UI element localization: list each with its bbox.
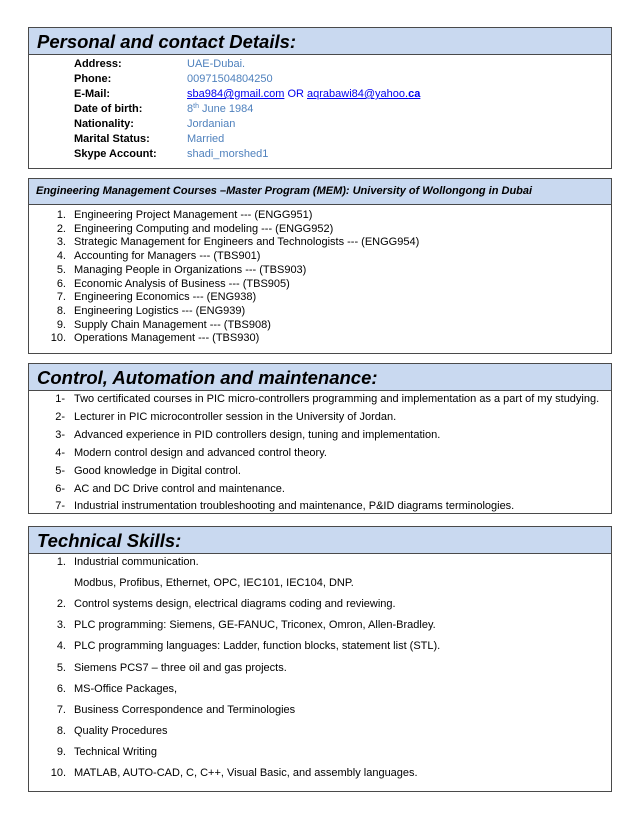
skill-item-text: Control systems design, electrical diagrams coding and reviewing. <box>74 598 396 611</box>
course-item-text: Engineering Logistics --- (ENG939) <box>74 304 246 317</box>
email-secondary-tld: ca <box>408 88 421 100</box>
skill-item-number: 10. <box>50 767 66 779</box>
skill-item-number: 8. <box>56 724 66 737</box>
skill-item-text: Quality Procedures <box>74 724 168 737</box>
skill-item-number: 1. <box>56 556 66 568</box>
skill-item-text: MS-Office Packages, <box>74 682 178 695</box>
control-item-text: Modern control design and advanced control theory. <box>74 446 327 459</box>
skills-section <box>28 526 612 792</box>
course-item-number: 9. <box>56 318 66 331</box>
skill-item-text: Business Correspondence and Terminologies <box>74 703 296 716</box>
control-item-text: Good knowledge in Digital control. <box>74 464 241 477</box>
control-heading: Control, Automation and maintenance: <box>29 364 611 391</box>
courses-heading: Engineering Management Courses –Master Program (MEM): University of Wollongong in Dubai <box>29 179 611 205</box>
skill-item-number: 9. <box>56 745 66 758</box>
skill-item-number: 3. <box>56 619 66 632</box>
control-item-number: 3- <box>55 428 65 441</box>
nationality-value: Jordanian <box>187 118 236 130</box>
course-item-text: Supply Chain Management --- (TBS908) <box>74 318 271 331</box>
skill-item-text: Industrial communication. <box>74 556 199 568</box>
course-item-text: Managing People in Organizations --- (TBS903) <box>74 263 307 276</box>
dob-value <box>187 103 253 116</box>
skill-item-text: PLC programming languages: Ladder, function blocks, statement list (STL). <box>74 640 441 653</box>
marital-status-value: Married <box>187 133 225 145</box>
control-item-text: Lecturer in PIC microcontroller session in the University of Jordan. <box>74 410 397 423</box>
course-item-number: 6. <box>56 277 66 290</box>
control-item-text: Two certificated courses in PIC micro-controllers programming and implementation as a part of my studying. <box>74 393 600 405</box>
email-value <box>187 88 420 101</box>
personal-details-heading: Personal and contact Details: <box>29 28 611 55</box>
skype-value: shadi_morshed1 <box>187 148 269 160</box>
course-item-number: 8. <box>56 304 66 317</box>
skill-item-number: 2. <box>56 598 66 611</box>
course-item-number: 2. <box>56 222 66 235</box>
dob-label: Date of birth: <box>74 103 143 115</box>
control-item-number: 4- <box>55 446 65 459</box>
skill-item-number: 7. <box>56 703 66 716</box>
skill-item-text: Siemens PCS7 – three oil and gas projects. <box>74 661 287 674</box>
course-item-number: 4. <box>56 250 66 263</box>
course-item-number: 10. <box>50 332 66 345</box>
control-item-text: AC and DC Drive control and maintenance. <box>74 482 285 495</box>
email-label: E-Mail: <box>74 88 111 100</box>
control-item-number: 5- <box>55 464 65 477</box>
skill-item-text: Technical Writing <box>74 745 157 758</box>
course-item-text: Engineering Economics --- (ENG938) <box>74 291 257 304</box>
phone-label: Phone: <box>74 73 112 85</box>
dob-day: 8 <box>187 103 194 115</box>
skill-item-number: 5. <box>56 661 66 674</box>
skill-item-number: 6. <box>56 682 66 695</box>
nationality-label: Nationality: <box>74 118 134 130</box>
skills-heading: Technical Skills: <box>29 527 611 554</box>
course-item-text: Engineering Project Management --- (ENGG951) <box>74 209 313 221</box>
control-item-number: 2- <box>55 410 65 423</box>
skype-label: Skype Account: <box>74 148 157 160</box>
skill-item-number: 4. <box>56 640 66 653</box>
address-label: Address: <box>74 58 122 70</box>
phone-value: 00971504804250 <box>187 73 273 85</box>
courses-section <box>28 178 612 354</box>
control-item-number: 1- <box>55 393 65 405</box>
control-section <box>28 363 612 514</box>
personal-details-section <box>28 27 612 169</box>
course-item-number: 3. <box>56 236 66 249</box>
control-item-number: 7- <box>55 500 65 513</box>
dob-rest: June 1984 <box>198 103 254 115</box>
control-item-text: Advanced experience in PID controllers design, tuning and implementation. <box>74 428 441 441</box>
email-secondary-main: aqrabawi84@yahoo. <box>307 88 409 100</box>
address-value: UAE-Dubai. <box>187 58 246 70</box>
course-item-number: 7. <box>56 291 66 304</box>
course-item-number: 1. <box>56 209 66 221</box>
course-item-number: 5. <box>56 263 66 276</box>
skill-item-text: PLC programming: Siemens, GE-FANUC, Triconex, Omron, Allen-Bradley. <box>74 619 436 632</box>
skill-item-text: MATLAB, AUTO-CAD, C, C++, Visual Basic, and assembly languages. <box>74 767 418 779</box>
marital-status-label: Marital Status: <box>74 133 150 145</box>
course-item-text: Accounting for Managers --- (TBS901) <box>74 250 261 263</box>
dob-suffix: th <box>193 103 199 110</box>
course-item-text: Operations Management --- (TBS930) <box>74 332 260 345</box>
control-item-text: Industrial instrumentation troubleshooting and maintenance, P&ID diagrams terminologies. <box>74 500 515 513</box>
email-or-text: OR <box>284 88 308 100</box>
skill-item-text: Modbus, Profibus, Ethernet, OPC, IEC101, IEC104, DNP. <box>74 577 354 590</box>
email-secondary-link[interactable] <box>307 88 420 100</box>
email-primary-link[interactable]: sba984@gmail.com <box>187 88 285 100</box>
control-item-number: 6- <box>55 482 65 495</box>
course-item-text: Economic Analysis of Business --- (TBS905) <box>74 277 290 290</box>
course-item-text: Engineering Computing and modeling --- (ENGG952) <box>74 222 334 235</box>
course-item-text: Strategic Management for Engineers and Technologists --- (ENGG954) <box>74 236 420 249</box>
